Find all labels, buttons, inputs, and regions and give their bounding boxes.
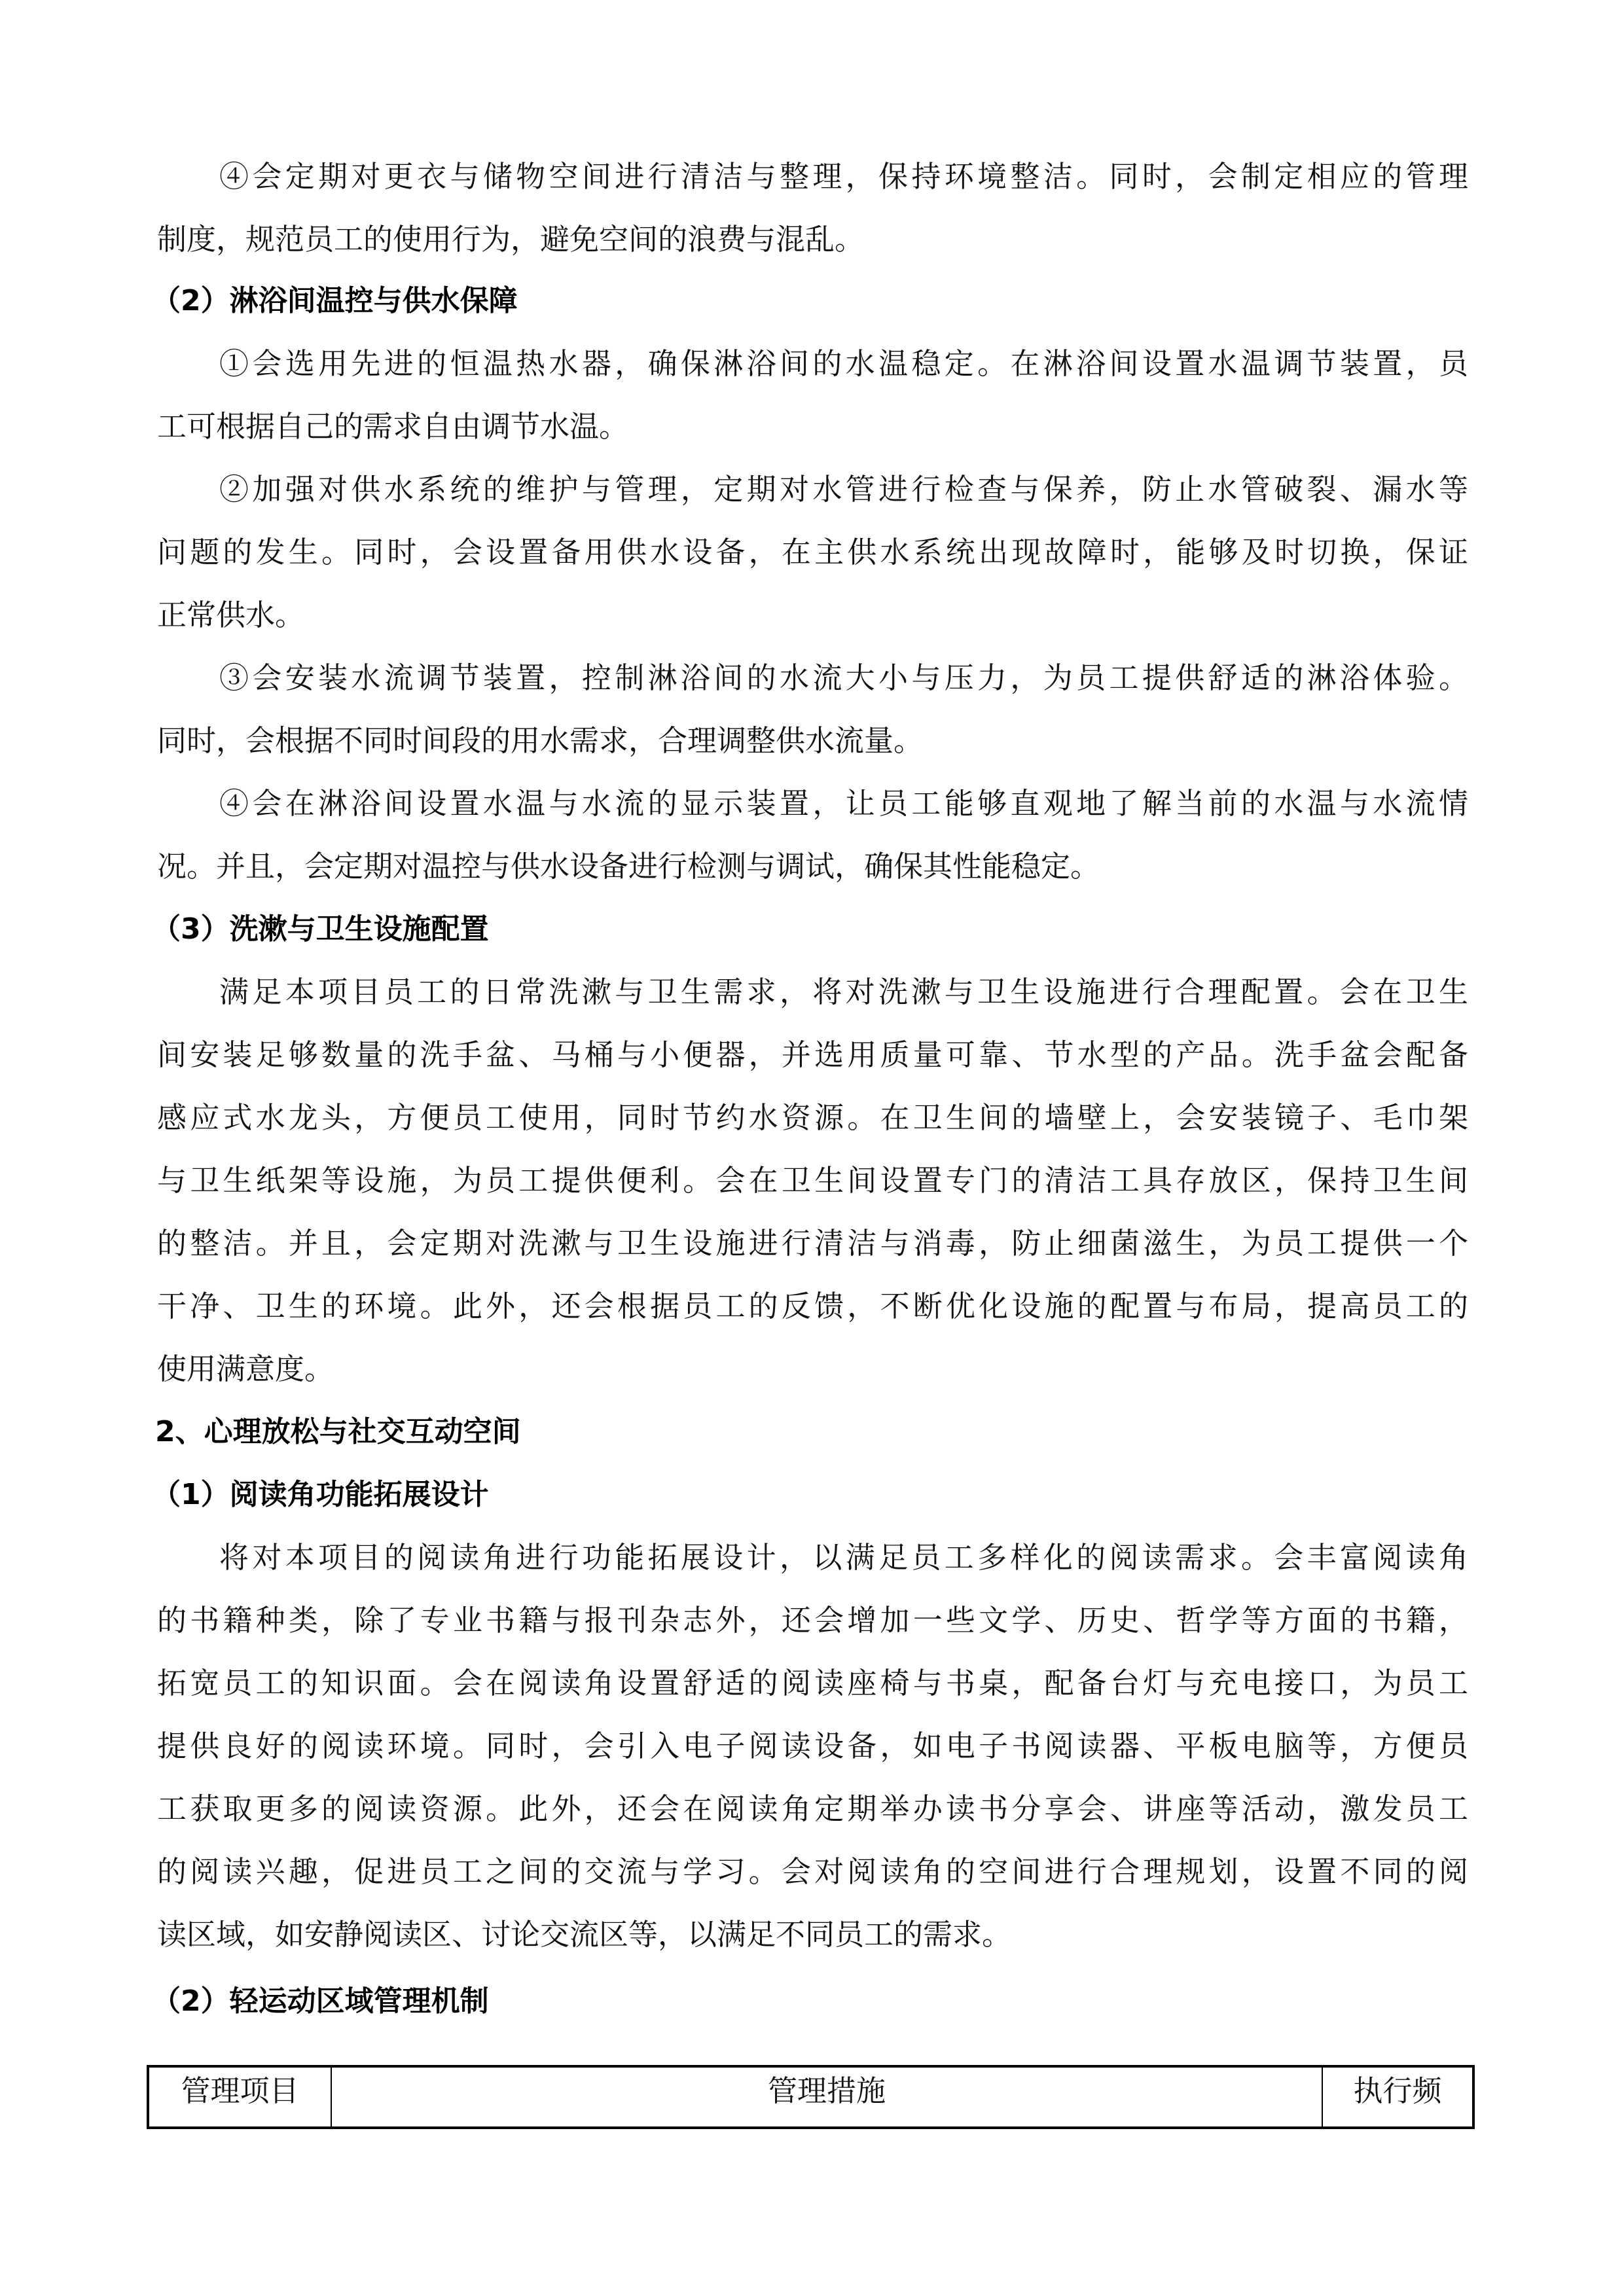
section-heading: （2）淋浴间温控与供水保障 (152, 284, 518, 317)
paragraph-line: 拓宽员工的知识面。会在阅读角设置舒适的阅读座椅与书桌，配备台灯与充电接口，为员工 (157, 1666, 1468, 1700)
paragraph-line: 的阅读兴趣，促进员工之间的交流与学习。会对阅读角的空间进行合理规划，设置不同的阅 (157, 1854, 1468, 1889)
paragraph-line: 与卫生纸架等设施，为员工提供便利。会在卫生间设置专门的清洁工具存放区，保持卫生间 (157, 1163, 1468, 1198)
paragraph-line: 间安装足够数量的洗手盆、马桶与小便器，并选用质量可靠、节水型的产品。洗手盆会配备 (157, 1037, 1468, 1072)
paragraph-line: 问题的发生。同时，会设置备用供水设备，在主供水系统出现故障时，能够及时切换，保证 (157, 535, 1468, 569)
section-heading: （1）阅读角功能拓展设计 (152, 1478, 489, 1511)
paragraph-line: ②加强对供水系统的维护与管理，定期对水管进行检查与保养，防止水管破裂、漏水等 (219, 472, 1468, 507)
paragraph-line: 感应式水龙头，方便员工使用，同时节约水资源。在卫生间的墙壁上，会安装镜子、毛巾架 (157, 1100, 1468, 1135)
paragraph-line: 提供良好的阅读环境。同时，会引入电子阅读设备，如电子书阅读器、平板电脑等，方便员 (157, 1729, 1468, 1763)
paragraph-line: 读区域，如安静阅读区、讨论交流区等，以满足不同员工的需求。 (157, 1917, 1012, 1952)
paragraph-line: 工获取更多的阅读资源。此外，还会在阅读角定期举办读书分享会、讲座等活动，激发员工 (157, 1791, 1468, 1826)
paragraph-line: ③会安装水流调节装置，控制淋浴间的水流大小与压力，为员工提供舒适的淋浴体验。 (219, 660, 1468, 695)
chapter-heading: 2、心理放松与社交互动空间 (155, 1415, 521, 1448)
paragraph-line: ①会选用先进的恒温热水器，确保淋浴间的水温稳定。在淋浴间设置水温调节装置，员 (219, 346, 1468, 381)
paragraph-line: 同时，会根据不同时间段的用水需求，合理调整供水流量。 (157, 723, 924, 758)
paragraph-line: 的书籍种类，除了专业书籍与报刊杂志外，还会增加一些文学、历史、哲学等方面的书籍， (157, 1603, 1468, 1638)
section-heading: （2）轻运动区域管理机制 (152, 1984, 489, 2018)
paragraph-line: 满足本项目员工的日常洗漱与卫生需求，将对洗漱与卫生设施进行合理配置。会在卫生 (219, 975, 1468, 1009)
table-header-frequency: 执行频 (1353, 2073, 1442, 2108)
table-header-measures: 管理措施 (332, 2068, 1323, 2126)
section-heading: （3）洗漱与卫生设施配置 (152, 912, 489, 946)
paragraph-line: ④会在淋浴间设置水温与水流的显示装置，让员工能够直观地了解当前的水温与水流情 (219, 786, 1468, 821)
paragraph-line: 干净、卫生的环境。此外，还会根据员工的反馈，不断优化设施的配置与布局，提高员工的 (157, 1289, 1468, 1323)
management-table (147, 2065, 1475, 2129)
paragraph-line: 正常供水。 (157, 598, 305, 632)
paragraph-line: 工可根据自己的需求自由调节水温。 (157, 409, 629, 444)
paragraph-line: 将对本项目的阅读角进行功能拓展设计，以满足员工多样化的阅读需求。会丰富阅读角 (219, 1540, 1468, 1575)
paragraph-line: ④会定期对更衣与储物空间进行清洁与整理，保持环境整洁。同时，会制定相应的管理 (219, 159, 1468, 194)
paragraph-line: 的整洁。并且，会定期对洗漱与卫生设施进行清洁与消毒，防止细菌滋生，为员工提供一个 (157, 1226, 1468, 1261)
paragraph-line: 制度，规范员工的使用行为，避免空间的浪费与混乱。 (157, 222, 865, 257)
table-header-item: 管理项目 (149, 2068, 332, 2126)
paragraph-line: 况。并且，会定期对温控与供水设备进行检测与调试，确保其性能稳定。 (157, 849, 1100, 884)
paragraph-line: 使用满意度。 (157, 1352, 334, 1386)
